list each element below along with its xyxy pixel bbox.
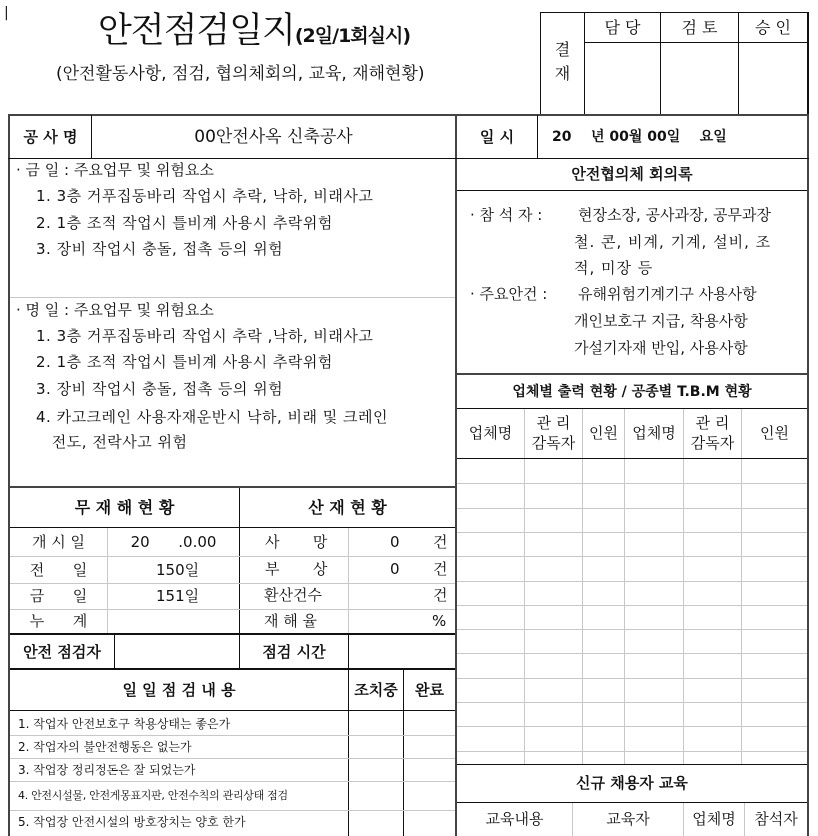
- industrial-label: 부 상: [265, 560, 328, 578]
- document-title: [98, 11, 411, 51]
- accident-free-label: 전 일: [29, 560, 88, 579]
- accident-free-label: 누 계: [29, 612, 88, 630]
- industrial-unit: %: [432, 612, 447, 630]
- industrial-label: 환산건수: [264, 586, 322, 604]
- attendees-line: 적, 미장 등: [574, 259, 654, 277]
- checklist-item: 1. 작업자 안전보호구 착용상태는 좋은가: [18, 717, 231, 731]
- accident-free-label: 개 시 일: [31, 532, 85, 551]
- tbm-row[interactable]: [457, 509, 807, 532]
- tbm-col-workers: 인원: [589, 424, 618, 442]
- approval-col-approve: 승 인: [755, 17, 791, 37]
- industrial-value[interactable]: 0: [390, 533, 400, 551]
- date-value[interactable]: 20 년 00월 00일 요일: [552, 129, 727, 145]
- tomorrow-item: 2. 1층 조적 작업시 틀비계 사용시 추락위험: [36, 353, 333, 371]
- agenda-line: 유해위험기계기구 사용사항: [578, 285, 757, 303]
- date-label: 일 시: [479, 127, 515, 146]
- title-main: 안전점검일지: [98, 11, 295, 51]
- approval-col-staff: 담 당: [604, 17, 641, 37]
- today-item: 2. 1층 조적 작업시 틀비계 사용시 추락위험: [36, 214, 333, 232]
- tbm-row[interactable]: [457, 654, 807, 677]
- new-hire-col-content: 교육내용: [485, 810, 544, 828]
- council-title: 안전협의체 회의록: [571, 165, 693, 183]
- checklist-item: 4. 안전시설물, 안전게몽표지판, 안전수칙의 관리상태 점검: [18, 789, 288, 802]
- new-hire-col-attendees: 참석자: [754, 810, 798, 828]
- approval-col-review: 검 토: [681, 17, 718, 37]
- tbm-title: 업체별 출력 현황 / 공종별 T.B.M 현황: [512, 383, 752, 400]
- tbm-row[interactable]: [457, 582, 807, 605]
- attendees-label: · 참 석 자 :: [470, 206, 543, 224]
- tomorrow-heading: · 명 일 : 주요업무 및 위험요소: [16, 301, 214, 319]
- industrial-value[interactable]: 0: [390, 560, 400, 578]
- project-label: 공 사 명: [23, 127, 78, 146]
- checklist-col-action: 조치중: [354, 681, 398, 699]
- tbm-col-supervisor: [525, 409, 582, 458]
- industrial-title: 산 재 현 황: [308, 498, 387, 517]
- new-hire-col-company: 업체명: [692, 810, 736, 828]
- accident-free-value[interactable]: 150일: [156, 561, 200, 579]
- tbm-row[interactable]: [457, 557, 807, 580]
- today-item: 3. 장비 작업시 충돌, 접촉 등의 위험: [36, 240, 284, 258]
- tbm-row[interactable]: [457, 630, 807, 653]
- document-subtitle: (안전활동사항, 점검, 협의체회의, 교육, 재해현황): [56, 64, 425, 84]
- new-hire-title: 신규 채용자 교육: [576, 774, 688, 792]
- cell-cursor-mark: |: [4, 5, 9, 21]
- checklist-item: 3. 작업장 정리정돈은 잘 되었는가: [18, 763, 196, 777]
- approval-sign-approve[interactable]: [739, 43, 807, 115]
- tbm-col-supervisor-line2: 감독자: [690, 433, 735, 452]
- tomorrow-item: 3. 장비 작업시 충돌, 접촉 등의 위험: [36, 380, 284, 398]
- industrial-label: 재 해 율: [264, 612, 318, 630]
- inspector-field[interactable]: [115, 636, 239, 668]
- tbm-col-supervisor: [684, 409, 741, 458]
- tbm-col-company: 업체명: [468, 424, 513, 442]
- tomorrow-item: 4. 카고크레인 사용자재운반시 낙하, 비래 및 크레인: [36, 408, 388, 426]
- attendees-line: 철. 콘, 비계, 기계, 설비, 조: [574, 233, 772, 251]
- tbm-row[interactable]: [457, 727, 807, 750]
- tbm-col-workers: 인원: [760, 424, 789, 442]
- tbm-col-supervisor-line2: 감독자: [531, 433, 576, 452]
- tbm-row[interactable]: [457, 533, 807, 556]
- today-heading: · 금 일 : 주요업무 및 위험요소: [16, 161, 214, 179]
- accident-free-total-value[interactable]: [108, 610, 239, 633]
- checklist-item: 5. 작업장 안전시설의 방호장치는 양호 한가: [18, 815, 246, 829]
- approval-sign-review[interactable]: [661, 43, 738, 115]
- inspection-time-label: 점검 시간: [262, 642, 326, 661]
- agenda-line: 가설기자재 반입, 사용사항: [574, 339, 748, 357]
- inspection-time-field[interactable]: [349, 636, 455, 668]
- tbm-row[interactable]: [457, 606, 807, 629]
- tomorrow-item: 전도, 전락사고 위험: [36, 433, 188, 451]
- agenda-line: 개인보호구 지급, 착용사항: [574, 312, 748, 330]
- approval-label: 결 재: [554, 40, 571, 83]
- industrial-unit: 건: [433, 533, 448, 551]
- approval-sign-staff[interactable]: [585, 43, 660, 115]
- tbm-row[interactable]: [457, 460, 807, 483]
- attendees-line: 현장소장, 공사과장, 공무과장: [578, 206, 771, 224]
- title-suffix: (2일/1회실시): [294, 25, 411, 47]
- tbm-row[interactable]: [457, 703, 807, 726]
- agenda-label: · 주요안건 :: [470, 285, 548, 303]
- accident-free-value[interactable]: 151일: [156, 587, 200, 605]
- tomorrow-item: 1. 3층 거푸집동바리 작업시 추락 ,낙하, 비래사고: [36, 327, 374, 345]
- industrial-unit: 건: [433, 586, 448, 604]
- today-item: 1. 3층 거푸집동바리 작업시 추락, 낙하, 비래사고: [36, 187, 374, 205]
- checklist-col-done: 완료: [415, 681, 444, 699]
- industrial-label: 사 망: [265, 533, 328, 551]
- inspector-label: 안전 점검자: [23, 642, 101, 661]
- tbm-row[interactable]: [457, 752, 807, 763]
- tbm-col-company: 업체명: [632, 424, 676, 442]
- accident-free-value[interactable]: 20 .0.00: [130, 532, 217, 551]
- tbm-row[interactable]: [457, 679, 807, 702]
- industrial-value[interactable]: [350, 584, 430, 609]
- checklist-item: 2. 작업자의 불안전행동은 없는가: [18, 740, 192, 754]
- project-name[interactable]: 00안전사옥 신축공사: [194, 126, 353, 147]
- tbm-row[interactable]: [457, 484, 807, 507]
- tbm-col-supervisor-line1: 관 리: [536, 414, 571, 432]
- accident-free-title: 무 재 해 현 황: [74, 498, 175, 517]
- tbm-col-supervisor-line1: 관 리: [695, 414, 730, 432]
- industrial-unit: 건: [433, 560, 448, 578]
- new-hire-col-trainer: 교육자: [606, 810, 650, 828]
- checklist-title: 일 일 점 검 내 용: [122, 681, 236, 699]
- industrial-value[interactable]: [350, 610, 430, 633]
- accident-free-label: 금 일: [29, 587, 88, 605]
